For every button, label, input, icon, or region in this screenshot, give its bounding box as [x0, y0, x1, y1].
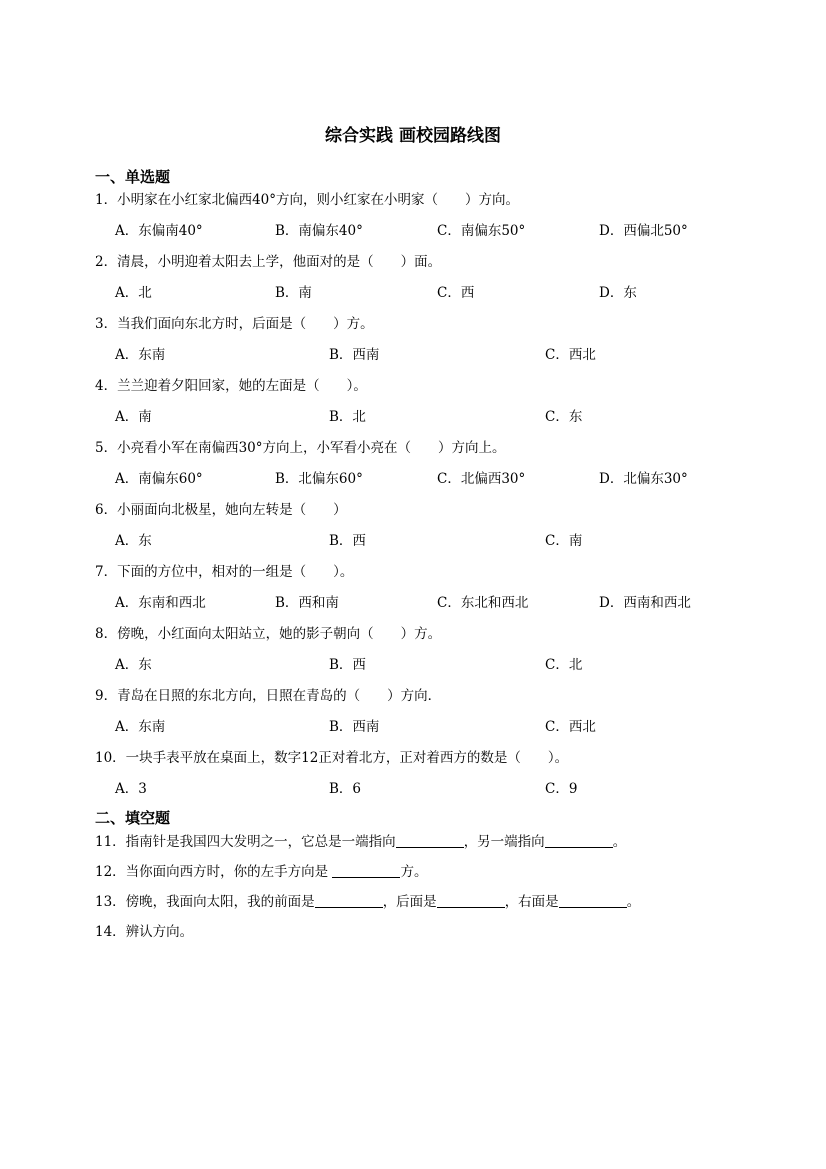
- q13-text-4: 。: [626, 894, 641, 910]
- q4-option-a: A．南: [115, 409, 152, 425]
- q7-option-c: C．东北和西北: [437, 595, 529, 611]
- answer-blank[interactable]: [396, 834, 464, 849]
- q1-option-c: C．南偏东50°: [437, 223, 526, 239]
- answer-blank[interactable]: [315, 894, 383, 909]
- question-4: 4．兰兰迎着夕阳回家，她的左面是（ ）。: [95, 378, 367, 394]
- question-11: [95, 830, 626, 850]
- q14-text-1: 14．辨认方向。: [95, 924, 194, 940]
- q6-option-c: C．南: [545, 533, 583, 549]
- question-9: 9．青岛在日照的东北方向，日照在青岛的（ ）方向．: [95, 688, 442, 704]
- q10-option-a: A．3: [115, 781, 147, 797]
- q2-option-c: C．西: [437, 285, 475, 301]
- q3-option-a: A．东南: [115, 347, 166, 363]
- q4-option-b: B．北: [329, 409, 366, 425]
- q13-text-2: ，后面是: [382, 894, 437, 910]
- q7-option-b: B．西和南: [275, 595, 339, 611]
- question-5: 5．小亮看小军在南偏西30°方向上，小军看小亮在（ ）方向上。: [95, 440, 506, 456]
- page-title: 综合实践 画校园路线图: [325, 126, 501, 146]
- q11-text-3: 。: [612, 834, 627, 850]
- q9-option-a: A．东南: [115, 719, 166, 735]
- question-6: 6．小丽面向北极星，她向左转是（ ）: [95, 502, 347, 518]
- answer-blank[interactable]: [559, 894, 627, 909]
- section-heading-single-choice: 一、单选题: [95, 168, 171, 186]
- q2-option-b: B．南: [275, 285, 312, 301]
- q6-option-b: B．西: [329, 533, 366, 549]
- q8-option-a: A．东: [115, 657, 152, 673]
- q1-option-a: A．东偏南40°: [115, 223, 203, 239]
- q3-option-b: B．西南: [329, 347, 380, 363]
- q1-option-b: B．南偏东40°: [275, 223, 363, 239]
- answer-blank[interactable]: [332, 864, 400, 879]
- q5-option-c: C．北偏西30°: [437, 471, 526, 487]
- q10-option-b: B．6: [329, 781, 362, 797]
- q5-option-a: A．南偏东60°: [115, 471, 203, 487]
- q7-option-d: D．西南和西北: [599, 595, 691, 611]
- q9-option-c: C．西北: [545, 719, 596, 735]
- q4-option-c: C．东: [545, 409, 583, 425]
- q12-text-2: 方。: [400, 864, 428, 880]
- q5-option-b: B．北偏东60°: [275, 471, 363, 487]
- section-heading-fill-blank: 二、填空题: [95, 809, 171, 827]
- q13-text-1: 13．傍晚，我面向太阳，我的前面是: [95, 894, 315, 910]
- q10-option-c: C．9: [545, 781, 578, 797]
- question-10: 10．一块手表平放在桌面上，数字12正对着北方，正对着西方的数是（ ）。: [95, 750, 569, 766]
- question-14: [95, 920, 193, 940]
- q2-option-d: D．东: [599, 285, 637, 301]
- answer-blank[interactable]: [437, 894, 505, 909]
- question-1: 1．小明家在小红家北偏西40°方向，则小红家在小明家（ ）方向。: [95, 192, 520, 208]
- question-12: [95, 860, 427, 880]
- q12-text-1: 12．当你面向西方时，你的左手方向是: [95, 864, 333, 880]
- question-13: [95, 890, 640, 910]
- question-2: 2．清晨，小明迎着太阳去上学，他面对的是（ ）面。: [95, 254, 442, 270]
- q9-option-b: B．西南: [329, 719, 380, 735]
- q7-option-a: A．东南和西北: [115, 595, 206, 611]
- q8-option-c: C．北: [545, 657, 583, 673]
- q13-text-3: ，右面是: [504, 894, 559, 910]
- question-7: 7．下面的方位中，相对的一组是（ ）。: [95, 564, 354, 580]
- answer-blank[interactable]: [545, 834, 613, 849]
- q11-text-1: 11．指南针是我国四大发明之一，它总是一端指向: [95, 834, 396, 850]
- q1-option-d: D．西偏北50°: [599, 223, 688, 239]
- q3-option-c: C．西北: [545, 347, 596, 363]
- q8-option-b: B．西: [329, 657, 366, 673]
- q2-option-a: A．北: [115, 285, 152, 301]
- q11-text-2: ，另一端指向: [463, 834, 545, 850]
- question-8: 8．傍晚，小红面向太阳站立，她的影子朝向（ ）方。: [95, 626, 442, 642]
- q6-option-a: A．东: [115, 533, 152, 549]
- question-3: 3．当我们面向东北方时，后面是（ ）方。: [95, 316, 374, 332]
- q5-option-d: D．北偏东30°: [599, 471, 688, 487]
